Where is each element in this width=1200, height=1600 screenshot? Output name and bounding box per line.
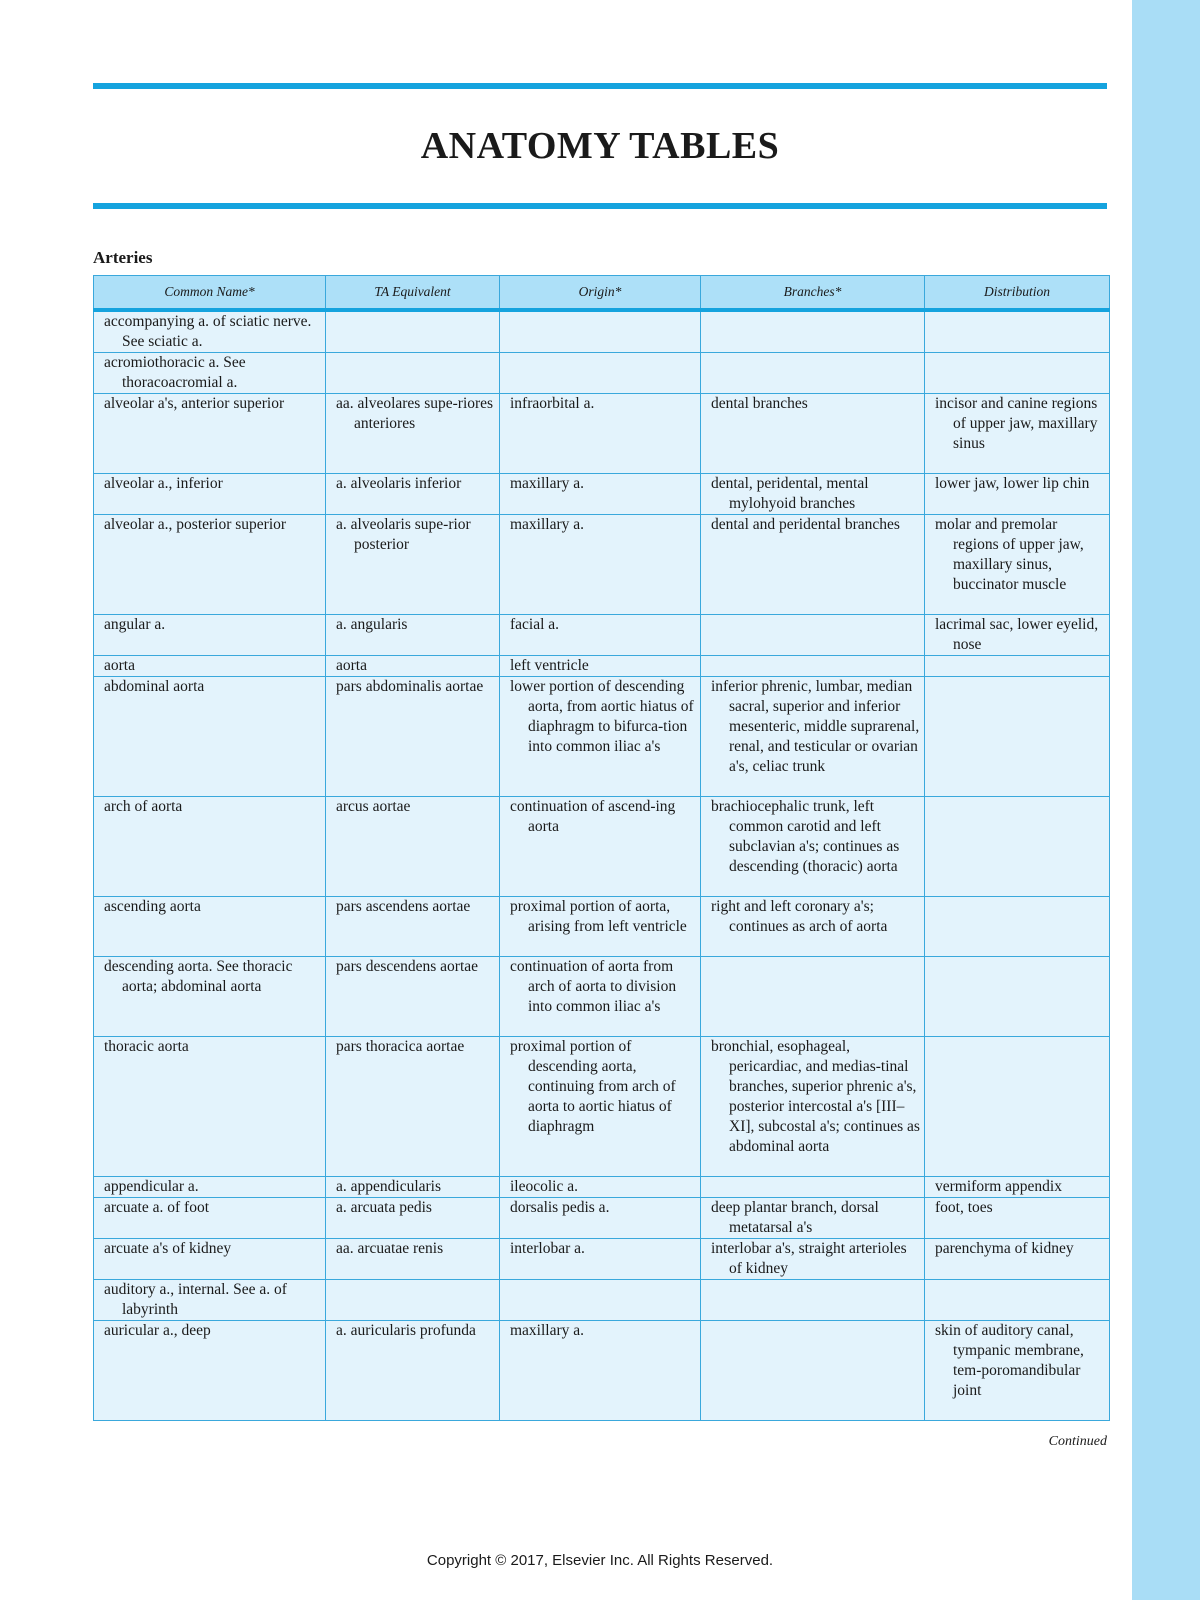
cell-text: interlobar a.	[510, 1240, 585, 1257]
table-row	[94, 897, 1110, 957]
table-cell	[94, 1280, 326, 1321]
table-row	[94, 474, 1110, 515]
table-cell	[94, 353, 326, 394]
cell-text: descending aorta. See thoracic aorta; abdominal aorta	[104, 958, 293, 995]
cell-text: maxillary a.	[510, 475, 585, 492]
table-cell	[925, 310, 1110, 353]
cell-text: lower jaw, lower lip chin	[935, 475, 1090, 492]
cell-text: brachiocephalic trunk, left common carotid and left subclavian a's; continues as descending (thoracic) aorta	[711, 798, 900, 875]
table-cell	[500, 353, 701, 394]
table-cell	[925, 474, 1110, 515]
table-cell	[701, 1177, 925, 1198]
table-cell	[326, 515, 500, 615]
cell-text: dental branches	[711, 395, 808, 412]
cell-text: incisor and canine regions of upper jaw, maxillary sinus	[935, 395, 1098, 452]
cell-text: acromiothoracic a. See thoracoacromial a.	[104, 354, 246, 391]
table-row	[94, 1177, 1110, 1198]
cell-text: aa. arcuatae renis	[336, 1240, 444, 1257]
table-cell	[925, 1239, 1110, 1280]
cell-text: arcuate a. of foot	[104, 1199, 209, 1216]
table-cell	[326, 1198, 500, 1239]
table-cell	[326, 615, 500, 656]
section-title: Arteries	[93, 248, 153, 267]
table-cell	[701, 1321, 925, 1421]
table-cell	[94, 656, 326, 677]
cell-text: a. alveolaris supe-rior posterior	[336, 516, 471, 553]
table-row	[94, 515, 1110, 615]
cell-text: pars abdominalis aortae	[336, 678, 484, 695]
table-cell	[94, 1177, 326, 1198]
table-cell	[925, 897, 1110, 957]
cell-text: arch of aorta	[104, 798, 183, 815]
table-row	[94, 1321, 1110, 1421]
cell-text: a. appendicularis	[336, 1178, 442, 1195]
cell-text: auditory a., internal. See a. of labyrinth	[104, 1281, 287, 1318]
table-cell	[701, 615, 925, 656]
table-cell	[326, 310, 500, 353]
table-cell	[500, 1321, 701, 1421]
table-cell	[925, 1037, 1110, 1177]
table-row	[94, 353, 1110, 394]
cell-text: maxillary a.	[510, 516, 585, 533]
table-cell	[94, 615, 326, 656]
cell-text: abdominal aorta	[104, 678, 205, 695]
table-row	[94, 1239, 1110, 1280]
table-cell	[94, 957, 326, 1037]
cell-text: aorta	[104, 657, 135, 674]
cell-text: a. alveolaris inferior	[336, 475, 462, 492]
table-cell	[925, 1280, 1110, 1321]
cell-text: deep plantar branch, dorsal metatarsal a's	[711, 1199, 879, 1236]
cell-text: ileocolic a.	[510, 1178, 578, 1195]
table-cell	[701, 1239, 925, 1280]
cell-text: lower portion of descending aorta, from aortic hiatus of diaphragm to bifurca-tion into common iliac a's	[510, 678, 694, 755]
continued-note: Continued	[1048, 1434, 1107, 1449]
table-cell	[925, 353, 1110, 394]
table-cell	[94, 1198, 326, 1239]
table-row	[94, 310, 1110, 353]
table-cell	[326, 1177, 500, 1198]
cell-text: pars thoracica aortae	[336, 1038, 465, 1055]
table-cell	[701, 310, 925, 353]
column-header: Origin*	[500, 276, 701, 311]
table-cell	[500, 797, 701, 897]
table-cell	[94, 394, 326, 474]
cell-text: bronchial, esophageal, pericardiac, and medias-tinal branches, superior phrenic a's, posterior intercostal a's [III–XI], subcostal a's; continues as abdominal aorta	[711, 1038, 920, 1155]
cell-text: aorta	[336, 657, 367, 674]
table-cell	[701, 353, 925, 394]
table-cell	[925, 1177, 1110, 1198]
table-cell	[500, 615, 701, 656]
table-cell	[925, 615, 1110, 656]
table-cell	[925, 957, 1110, 1037]
cell-text: skin of auditory canal, tympanic membrane, tem-poromandibular joint	[935, 1322, 1084, 1399]
cell-text: a. auricularis profunda	[336, 1322, 476, 1339]
cell-text: interlobar a's, straight arterioles of kidney	[711, 1240, 907, 1277]
table-row	[94, 1198, 1110, 1239]
table-cell	[326, 474, 500, 515]
table-cell	[326, 1280, 500, 1321]
table-cell	[326, 1321, 500, 1421]
table-cell	[500, 1239, 701, 1280]
table-cell	[925, 677, 1110, 797]
table-cell	[701, 656, 925, 677]
table-cell	[701, 1037, 925, 1177]
table-cell	[500, 957, 701, 1037]
cell-text: aa. alveolares supe-riores anteriores	[336, 395, 494, 432]
table-cell	[500, 656, 701, 677]
cell-text: a. angularis	[336, 616, 408, 633]
page-title: ANATOMY TABLES	[420, 125, 780, 167]
table-cell	[326, 394, 500, 474]
table-cell	[326, 353, 500, 394]
table-cell	[925, 797, 1110, 897]
cell-text: dental and peridental branches	[711, 516, 900, 533]
table-cell	[701, 957, 925, 1037]
table-cell	[500, 474, 701, 515]
table-cell	[94, 515, 326, 615]
cell-text: alveolar a's, anterior superior	[104, 395, 285, 412]
table-cell	[500, 1177, 701, 1198]
table-row	[94, 677, 1110, 797]
table-cell	[94, 677, 326, 797]
table-cell	[925, 1321, 1110, 1421]
cell-text: ascending aorta	[104, 898, 201, 915]
table-cell	[326, 957, 500, 1037]
table-cell	[326, 1239, 500, 1280]
table-cell	[701, 1280, 925, 1321]
cell-text: dorsalis pedis a.	[510, 1199, 610, 1216]
cell-text: appendicular a.	[104, 1178, 199, 1195]
cell-text: dental, peridental, mental mylohyoid branches	[711, 475, 869, 512]
cell-text: lacrimal sac, lower eyelid, nose	[935, 616, 1099, 653]
column-header: Common Name*	[94, 276, 326, 311]
cell-text: continuation of aorta from arch of aorta to division into common iliac a's	[510, 958, 677, 1015]
table-cell	[701, 394, 925, 474]
table-cell	[925, 394, 1110, 474]
table-cell	[500, 1198, 701, 1239]
cell-text: pars descendens aortae	[336, 958, 479, 975]
cell-text: pars ascendens aortae	[336, 898, 471, 915]
table-cell	[94, 1239, 326, 1280]
cell-text: alveolar a., inferior	[104, 475, 223, 492]
cell-text: parenchyma of kidney	[935, 1240, 1074, 1257]
table-row	[94, 394, 1110, 474]
table-cell	[500, 394, 701, 474]
cell-text: alveolar a., posterior superior	[104, 516, 287, 533]
table-header-row	[94, 276, 1110, 311]
table-cell	[94, 310, 326, 353]
table-cell	[701, 474, 925, 515]
column-header: TA Equivalent	[326, 276, 500, 311]
cell-text: left ventricle	[510, 657, 589, 674]
table-cell	[326, 677, 500, 797]
table-cell	[500, 677, 701, 797]
table-row	[94, 957, 1110, 1037]
copyright-notice: Copyright © 2017, Elsevier Inc. All Rights Reserved.	[426, 1552, 774, 1569]
table-row	[94, 1037, 1110, 1177]
table-cell	[326, 656, 500, 677]
cell-text: thoracic aorta	[104, 1038, 189, 1055]
arteries-table	[93, 275, 1110, 1421]
cell-text: vermiform appendix	[935, 1178, 1062, 1195]
cell-text: infraorbital a.	[510, 395, 595, 412]
table-cell	[925, 656, 1110, 677]
table-cell	[94, 797, 326, 897]
table-cell	[500, 897, 701, 957]
cell-text: a. arcuata pedis	[336, 1199, 432, 1216]
cell-text: inferior phrenic, lumbar, median sacral, superior and inferior mesenteric, middle suprarenal, renal, and testicular or ovarian a's, celiac trunk	[711, 678, 920, 775]
cell-text: maxillary a.	[510, 1322, 585, 1339]
table-cell	[701, 677, 925, 797]
table-cell	[925, 1198, 1110, 1239]
cell-text: continuation of ascend-ing aorta	[510, 798, 676, 835]
table-cell	[326, 1037, 500, 1177]
top-rule	[93, 83, 1107, 89]
table-cell	[94, 1037, 326, 1177]
column-header: Distribution	[925, 276, 1110, 311]
table-cell	[701, 515, 925, 615]
table-row	[94, 615, 1110, 656]
table-cell	[500, 1280, 701, 1321]
table-row	[94, 1280, 1110, 1321]
column-header: Branches*	[701, 276, 925, 311]
table-cell	[701, 897, 925, 957]
table-cell	[326, 797, 500, 897]
cell-text: angular a.	[104, 616, 166, 633]
table-cell	[701, 797, 925, 897]
table-cell	[925, 515, 1110, 615]
cell-text: facial a.	[510, 616, 560, 633]
cell-text: auricular a., deep	[104, 1322, 211, 1339]
table-cell	[326, 897, 500, 957]
cell-text: molar and premolar regions of upper jaw, maxillary sinus, buccinator muscle	[935, 516, 1084, 593]
bottom-rule	[93, 203, 1107, 209]
table-cell	[500, 1037, 701, 1177]
cell-text: foot, toes	[935, 1199, 993, 1216]
table-cell	[94, 474, 326, 515]
table-cell	[94, 1321, 326, 1421]
cell-text: proximal portion of descending aorta, continuing from arch of aorta to aortic hiatus of diaphragm	[510, 1038, 676, 1135]
cell-text: arcus aortae	[336, 798, 411, 815]
cell-text: arcuate a's of kidney	[104, 1240, 232, 1257]
table-cell	[500, 515, 701, 615]
side-color-strip	[1132, 0, 1200, 1600]
cell-text: right and left coronary a's; continues as arch of aorta	[711, 898, 888, 935]
cell-text: proximal portion of aorta, arising from left ventricle	[510, 898, 687, 935]
table-cell	[94, 897, 326, 957]
table-row	[94, 656, 1110, 677]
cell-text: accompanying a. of sciatic nerve. See sciatic a.	[104, 313, 312, 350]
table-row	[94, 797, 1110, 897]
table-cell	[701, 1198, 925, 1239]
table-cell	[500, 310, 701, 353]
